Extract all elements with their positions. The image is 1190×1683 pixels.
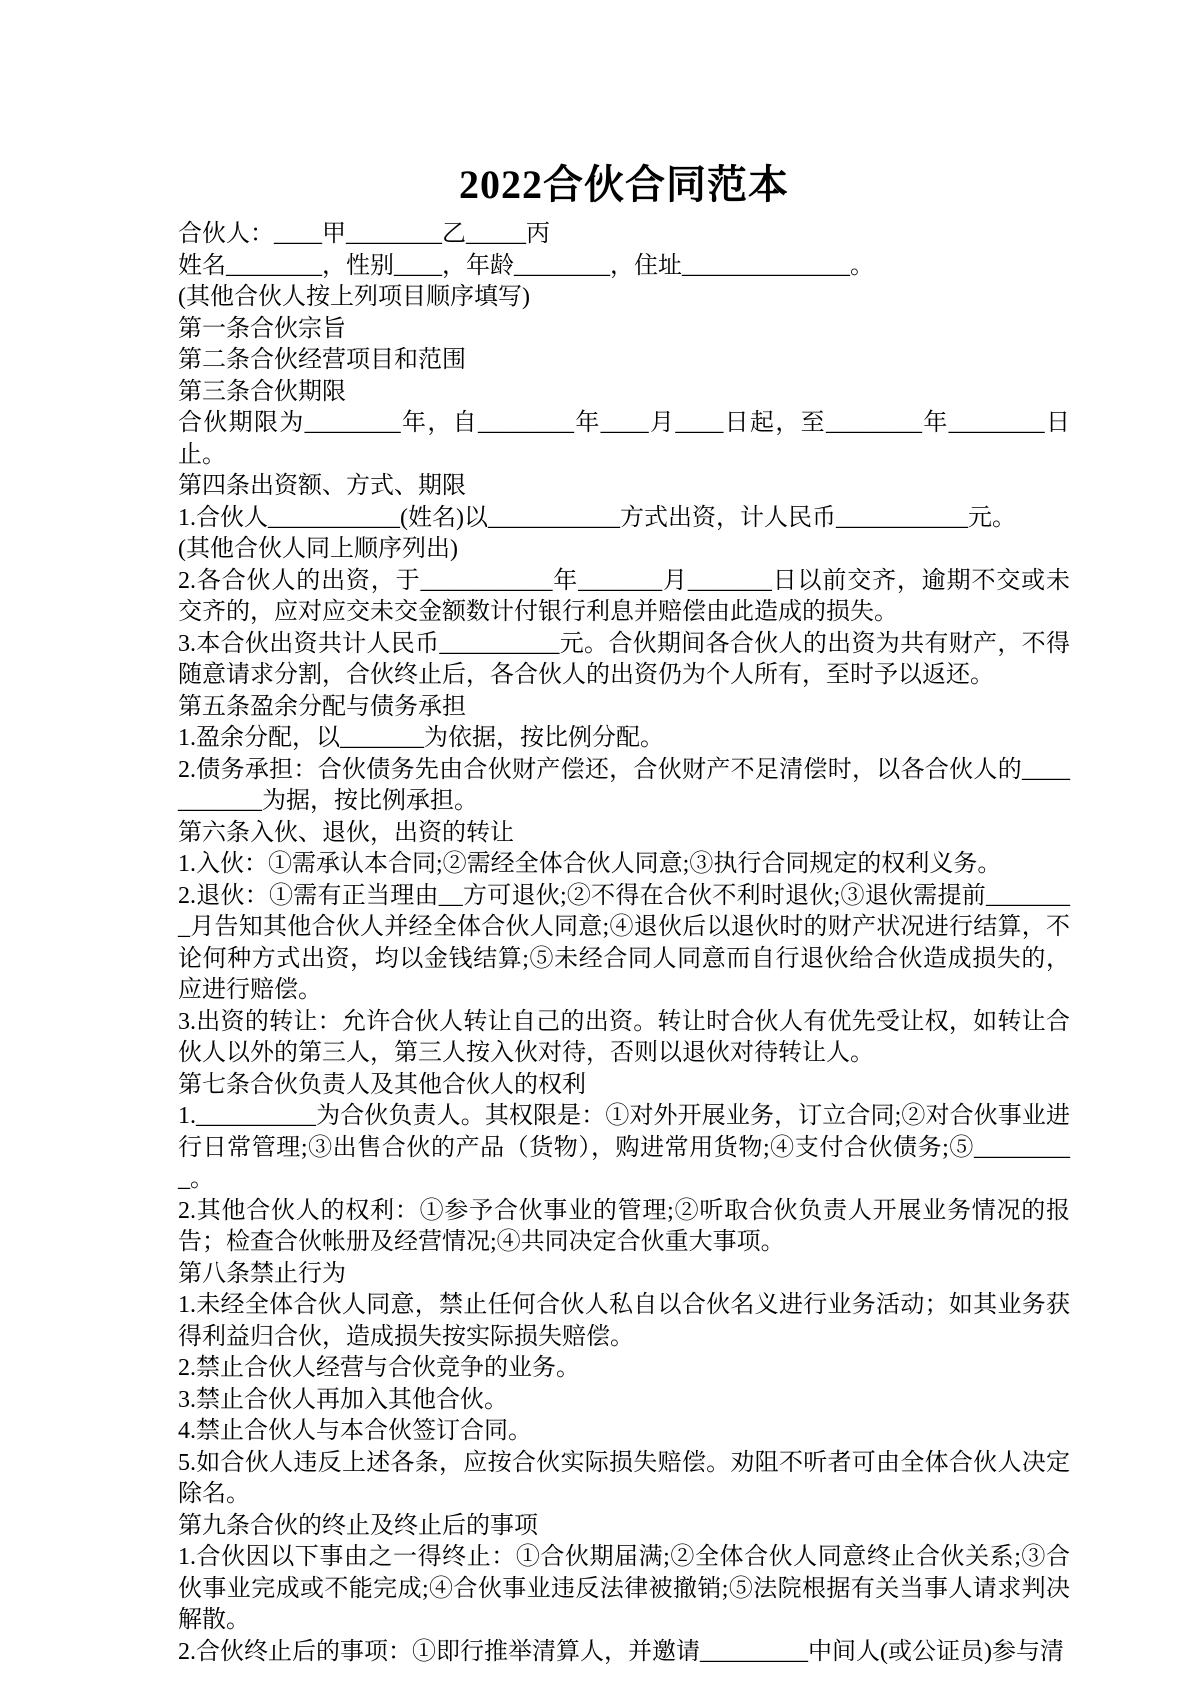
paragraph: 2.退伙：①需有正当理由__方可退伙;②不得在合伙不利时退伙;③退伙需提前________月告知其他合伙人并经全体合伙人同意;④退伙后以退伙时的财产状况进行结算，不论何种方式出资，均以金钱结算;⑤未经合同人同意而自行退伙给合伙造成损失的，应进行赔偿。 <box>178 882 1070 1003</box>
paragraph: 2.各合伙人的出资，于___________年_______月_______日以前交齐，逾期不交或未交齐的，应对应交未交金额数计付银行利息并赔偿由此造成的损失。 <box>178 567 1070 625</box>
document-title: 2022合伙合同范本 <box>459 162 789 207</box>
paragraph: 合伙人：____甲________乙_____丙 <box>178 221 550 247</box>
paragraph: 1.__________为合伙负责人。其权限是：①对外开展业务，订立合同;②对合伙事业进行日常管理;③出售合伙的产品（货物），购进常用货物;④支付合伙债务;⑤_________。 <box>178 1103 1070 1192</box>
paragraph: 1.盈余分配，以_______为依据，按比例分配。 <box>178 725 664 751</box>
paragraph: 第五条盈余分配与债务承担 <box>178 693 466 720</box>
paragraph: 3.禁止合伙人再加入其他合伙。 <box>178 1386 508 1413</box>
paragraph: 2.其他合伙人的权利：①参予合伙事业的管理;②听取合伙负责人开展业务情况的报告；检查合伙帐册及经营情况;④共同决定合伙重大事项。 <box>178 1197 1070 1255</box>
paragraph: 第三条合伙期限 <box>178 378 346 405</box>
paragraph: 姓名________，性别____，年龄________，住址______________。 <box>178 252 874 279</box>
paragraph: (其他合伙人同上顺序列出) <box>178 536 458 562</box>
paragraph: 2.合伙终止后的事项：①即行推举清算人，并邀请_________中间人(或公证员)参与清 <box>178 1638 1064 1665</box>
paragraph: 4.禁止合伙人与本合伙签订合同。 <box>178 1418 532 1444</box>
paragraph: 第七条合伙负责人及其他合伙人的权利 <box>178 1071 586 1098</box>
document-body <box>178 219 1070 1668</box>
paragraph: 第一条合伙宗旨 <box>178 315 346 342</box>
paragraph: 5.如合伙人违反上述各条，应按合伙实际损失赔偿。劝阻不听者可由全体合伙人决定除名。 <box>178 1449 1070 1507</box>
paragraph: 第四条出资额、方式、期限 <box>178 473 466 499</box>
paragraph: 第八条禁止行为 <box>178 1260 346 1287</box>
paragraph: 第六条入伙、退伙，出资的转让 <box>178 819 514 846</box>
paragraph: 第二条合伙经营项目和范围 <box>178 347 466 373</box>
paragraph: 第九条合伙的终止及终止后的事项 <box>178 1512 538 1539</box>
paragraph: 3.出资的转让：允许合伙人转让自己的出资。转让时合伙人有优先受让权，如转让合伙人以外的第三人，第三人按入伙对待，否则以退伙对待转让人。 <box>178 1008 1070 1066</box>
paragraph: (其他合伙人按上列项目顺序填写) <box>178 284 530 310</box>
paragraph: 3.本合伙出资共计人民币__________元。合伙期间各合伙人的出资为共有财产，不得随意请求分割，合伙终止后，各合伙人的出资仍为个人所有，至时予以返还。 <box>178 630 1070 688</box>
paragraph: 1.合伙人___________(姓名)以___________方式出资，计人民币___________元。 <box>178 504 1016 531</box>
paragraph: 1.未经全体合伙人同意，禁止任何合伙人私自以合伙名义进行业务活动；如其业务获得利益归合伙，造成损失按实际损失赔偿。 <box>178 1292 1070 1350</box>
paragraph: 2.禁止合伙人经营与合伙竞争的业务。 <box>178 1355 580 1381</box>
paragraph: 1.入伙：①需承认本合同;②需经全体合伙人同意;③执行合同规定的权利义务。 <box>178 851 1002 877</box>
paragraph: 2.债务承担：合伙债务先由合伙财产偿还，合伙财产不足清偿时，以各合伙人的___________为据，按比例承担。 <box>178 756 1070 814</box>
paragraph: 合伙期限为________年，自________年____月____日起，至________年________日止。 <box>178 410 1070 468</box>
paragraph: 1.合伙因以下事由之一得终止：①合伙期届满;②全体合伙人同意终止合伙关系;③合伙事业完成或不能完成;④合伙事业违反法律被撤销;⑤法院根据有关当事人请求判决解散。 <box>178 1544 1070 1633</box>
